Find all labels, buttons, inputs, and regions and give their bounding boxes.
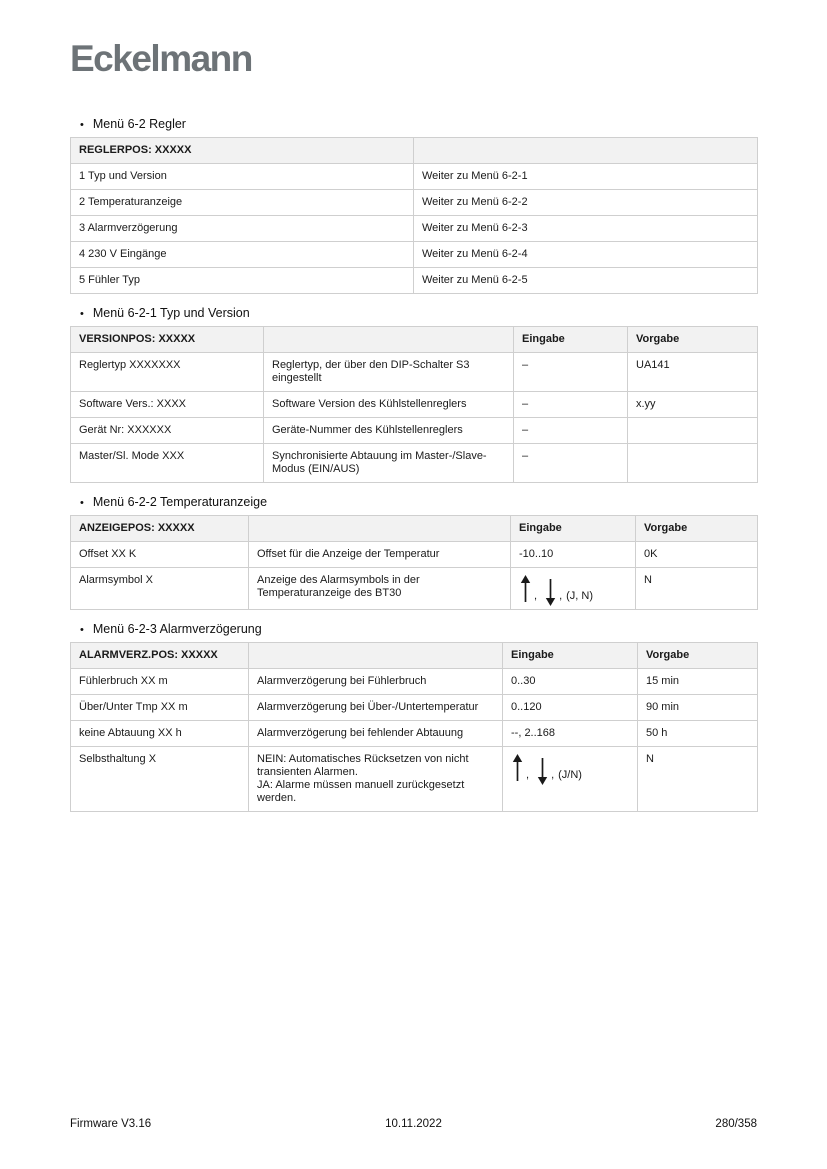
table-cell: N — [638, 747, 758, 812]
bullet-icon: • — [80, 308, 84, 320]
table-header-cell — [249, 643, 503, 669]
table-cell: 90 min — [638, 695, 758, 721]
table-header-cell: REGLERPOS: XXXXX — [71, 138, 414, 164]
page-footer — [70, 1118, 757, 1130]
table-cell: 0K — [636, 542, 758, 568]
table-cell: 0..30 — [503, 669, 638, 695]
table-cell: x.yy — [628, 392, 758, 418]
footer-page-number: 280/358 — [715, 1118, 757, 1130]
table-row — [71, 444, 758, 483]
table-header-row — [71, 516, 758, 542]
table-cell: Software Vers.: XXXX — [71, 392, 264, 418]
table-cell: – — [514, 418, 628, 444]
bullet-icon: • — [80, 624, 84, 636]
arrow-down-icon — [536, 757, 549, 785]
table-header-cell — [249, 516, 511, 542]
table-cell: 1 Typ und Version — [71, 164, 414, 190]
table-row — [71, 216, 758, 242]
table-cell: keine Abtauung XX h — [71, 721, 249, 747]
section-heading-menu-6-2 — [80, 117, 757, 131]
table-header-cell — [414, 138, 758, 164]
arrow-down-wrap — [536, 757, 549, 785]
table-cell: UA141 — [628, 353, 758, 392]
arrow-down-wrap — [544, 578, 557, 606]
table-cell: 4 230 V Eingänge — [71, 242, 414, 268]
arrow-up-icon — [511, 754, 524, 782]
table-cell: – — [514, 353, 628, 392]
table-cell: 3 Alarmverzögerung — [71, 216, 414, 242]
table-cell: Weiter zu Menü 6-2-4 — [414, 242, 758, 268]
arrow-symbols — [511, 753, 629, 782]
table-header-cell — [264, 327, 514, 353]
comma-text: , — [526, 769, 530, 781]
table-cell: 15 min — [638, 669, 758, 695]
eckelmann-logo: Eckelmann — [70, 38, 252, 79]
table-cell: Weiter zu Menü 6-2-2 — [414, 190, 758, 216]
table-row — [71, 721, 758, 747]
table-cell: Offset XX K — [71, 542, 249, 568]
section-heading-menu-6-2-3 — [80, 622, 757, 636]
table-cell: -10..10 — [511, 542, 636, 568]
table-header-cell: ANZEIGEPOS: XXXXX — [71, 516, 249, 542]
footer-firmware-version: Firmware V3.16 — [70, 1118, 152, 1130]
table-cell: Geräte-Nummer des Kühlstellenreglers — [264, 418, 514, 444]
arrow-up-icon — [519, 575, 532, 603]
bullet-icon: • — [80, 119, 84, 131]
cell-text-line: JA: Alarme müssen manuell zurückgesetzt werden. — [257, 779, 465, 804]
comma-text: , — [559, 590, 563, 602]
table-cell: N — [636, 568, 758, 610]
arrow-down-icon — [544, 578, 557, 606]
table-row — [71, 568, 758, 610]
table-row — [71, 164, 758, 190]
section-heading-label: Menü 6-2 Regler — [92, 117, 186, 131]
table-cell: Alarmverzögerung bei fehlender Abtauung — [249, 721, 503, 747]
table-header-cell: Vorgabe — [636, 516, 758, 542]
footer-date: 10.11.2022 — [385, 1118, 442, 1130]
table-header-row — [71, 327, 758, 353]
table-cell: Alarmverzögerung bei Fühlerbruch — [249, 669, 503, 695]
table-cell: Software Version des Kühlstellenreglers — [264, 392, 514, 418]
table-header-cell: ALARMVERZ.POS: XXXXX — [71, 643, 249, 669]
table-menu-6-2-1 — [70, 326, 758, 483]
table-cell: Gerät Nr: XXXXXX — [71, 418, 264, 444]
table-cell: Reglertyp, der über den DIP-Schalter S3 eingestellt — [264, 353, 514, 392]
table-cell — [628, 444, 758, 483]
table-header-cell: Vorgabe — [628, 327, 758, 353]
table-cell: Alarmverzögerung bei Über-/Untertemperatur — [249, 695, 503, 721]
section-heading-label: Menü 6-2-2 Temperaturanzeige — [92, 495, 268, 509]
table-row — [71, 392, 758, 418]
table-menu-6-2-3 — [70, 642, 758, 812]
section-heading-menu-6-2-2 — [80, 495, 757, 509]
table-cell: 0..120 — [503, 695, 638, 721]
table-cell-arrows — [503, 747, 638, 812]
table-row — [71, 747, 758, 812]
table-cell: Fühlerbruch XX m — [71, 669, 249, 695]
table-cell: Synchronisierte Abtauung im Master-/Slave-Modus (EIN/AUS) — [264, 444, 514, 483]
table-menu-6-2-2 — [70, 515, 758, 610]
table-header-cell: Eingabe — [511, 516, 636, 542]
table-row — [71, 190, 758, 216]
table-header-row — [71, 138, 758, 164]
table-row — [71, 353, 758, 392]
table-cell: Master/Sl. Mode XXX — [71, 444, 264, 483]
table-cell: Weiter zu Menü 6-2-1 — [414, 164, 758, 190]
table-cell — [249, 747, 503, 812]
section-heading-label: Menü 6-2-1 Typ und Version — [92, 306, 250, 320]
table-header-cell: VERSIONPOS: XXXXX — [71, 327, 264, 353]
page-content — [70, 0, 757, 812]
table-row — [71, 542, 758, 568]
table-cell: – — [514, 392, 628, 418]
table-cell: Reglertyp XXXXXXX — [71, 353, 264, 392]
table-header-cell: Eingabe — [514, 327, 628, 353]
table-row — [71, 669, 758, 695]
table-header-row — [71, 643, 758, 669]
arrow-options-text: (J, N) — [566, 590, 594, 602]
table-row — [71, 268, 758, 294]
table-cell: Alarmsymbol X — [71, 568, 249, 610]
arrow-options-text: (J/N) — [558, 769, 582, 781]
table-header-cell: Vorgabe — [638, 643, 758, 669]
table-header-cell: Eingabe — [503, 643, 638, 669]
table-row — [71, 418, 758, 444]
table-cell: Selbsthaltung X — [71, 747, 249, 812]
cell-text-line: NEIN: Automatisches Rücksetzen von nicht transienten Alarmen. — [257, 753, 469, 778]
table-cell: 50 h — [638, 721, 758, 747]
table-row — [71, 695, 758, 721]
table-cell: Weiter zu Menü 6-2-5 — [414, 268, 758, 294]
table-cell: Offset für die Anzeige der Temperatur — [249, 542, 511, 568]
table-cell: – — [514, 444, 628, 483]
table-cell: 2 Temperaturanzeige — [71, 190, 414, 216]
table-row — [71, 242, 758, 268]
table-menu-6-2 — [70, 137, 758, 294]
table-cell: Über/Unter Tmp XX m — [71, 695, 249, 721]
table-cell: --, 2..168 — [503, 721, 638, 747]
table-cell: 5 Fühler Typ — [71, 268, 414, 294]
table-cell: Anzeige des Alarmsymbols in der Temperaturanzeige des BT30 — [249, 568, 511, 610]
table-cell — [628, 418, 758, 444]
section-heading-menu-6-2-1 — [80, 306, 757, 320]
comma-text: , — [534, 590, 538, 602]
section-heading-label: Menü 6-2-3 Alarmverzögerung — [92, 622, 262, 636]
table-cell: Weiter zu Menü 6-2-3 — [414, 216, 758, 242]
table-cell-arrows — [511, 568, 636, 610]
comma-text: , — [551, 769, 555, 781]
bullet-icon: • — [80, 497, 84, 509]
arrow-symbols — [519, 574, 627, 603]
